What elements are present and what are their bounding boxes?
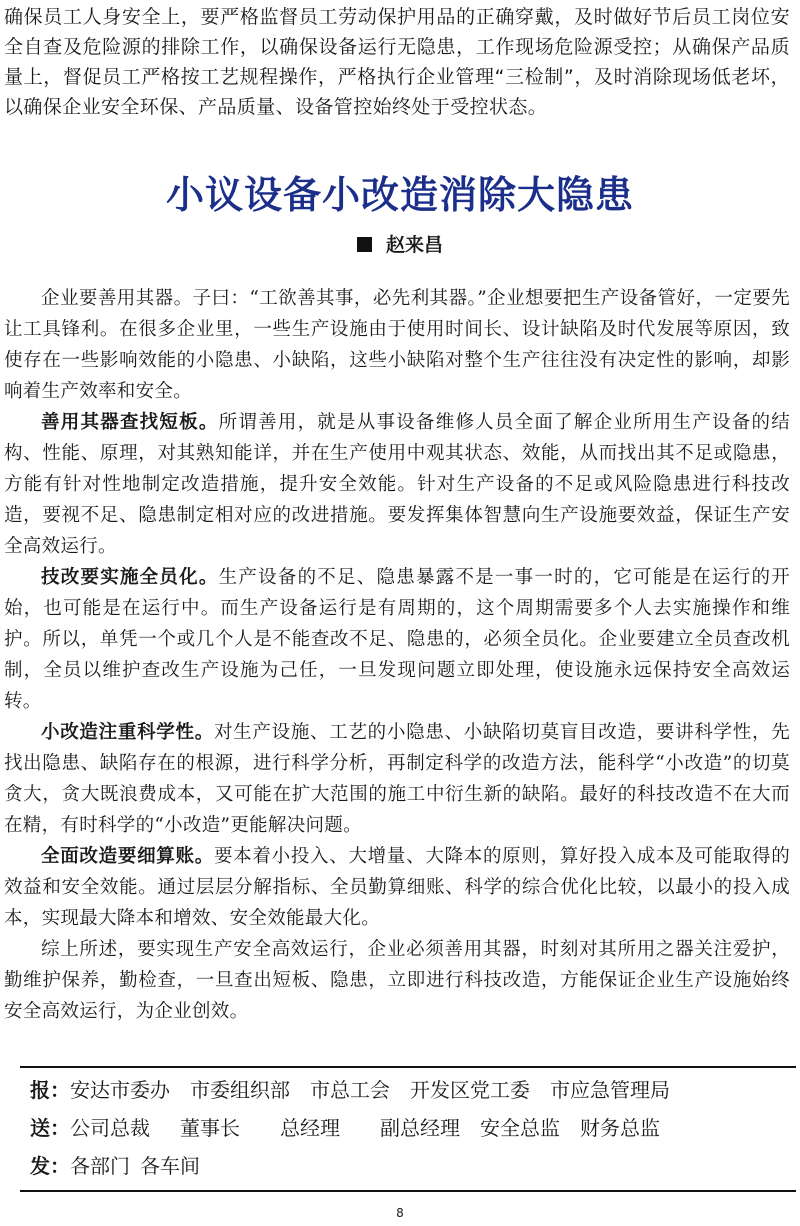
intro-paragraph: 确保员工人身安全上，要严格监督员工劳动保护用品的正确穿戴，及时做好节后员工岗位安全自查及危险源的排除工作，以确保设备运行无隐患，工作现场危险源受控；从确保产品质量上，督促员工严格按工艺规程操作，严格执行企业管理“三检制”，及时消除现场低老坏，以确保企业安全环保、产品质量、设备管控始终处于受控状态。 [4, 6, 790, 118]
send-recipient: 安全总监 [480, 1116, 560, 1140]
send-label: 送： [30, 1116, 70, 1140]
report-recipient: 市总工会 [310, 1078, 390, 1102]
article-paragraph [4, 407, 790, 562]
report-label: 报： [30, 1078, 70, 1102]
paragraph-lead: 全面改造要细算账。 [41, 846, 214, 867]
issue-recipient: 各部门 [70, 1154, 130, 1178]
send-recipient: 财务总监 [580, 1116, 660, 1140]
article-title: 小议设备小改造消除大隐患 [165, 173, 634, 217]
paragraph-text: 生产设备的不足、隐患暴露不是一事一时的，它可能是在运行的开始，也可能是在运行中。而生产设备运行是有周期的，这个周期需要多个人去实施操作和维护。所以，单凭一个或几个人是不能查改不足、隐患的，必须全员化。企业要建立全员查改机制，全员以维护查改生产设施为己任，一旦发现问题立即处理，使设施永远保持安全高效运转。 [4, 567, 791, 712]
report-recipient: 市应急管理局 [550, 1078, 670, 1102]
send-recipient: 副总经理 [380, 1116, 460, 1140]
square-bullet-icon [357, 237, 372, 252]
article-body [4, 283, 790, 1027]
issue-recipient: 各车间 [140, 1154, 200, 1178]
article-paragraph [4, 562, 790, 717]
paragraph-text: 综上所述，要实现生产安全高效运行，企业必须善用其器，时刻对其所用之器关注爱护，勤维护保养，勤检查，一旦查出短板、隐患，立即进行科技改造，方能保证企业生产设施始终安全高效运行，为企业创效。 [4, 939, 790, 1022]
distribution-report-row [30, 1071, 800, 1109]
paragraph-lead: 小改造注重科学性。 [41, 722, 214, 743]
report-recipient: 市委组织部 [190, 1078, 290, 1102]
distribution-issue-row [30, 1147, 800, 1185]
send-recipient: 公司总裁 [70, 1116, 150, 1140]
article-paragraph [4, 717, 790, 841]
report-recipient: 开发区党工委 [410, 1078, 530, 1102]
divider-top [20, 1066, 796, 1068]
page-number: 8 [396, 1206, 404, 1220]
report-recipient: 安达市委办 [70, 1078, 170, 1102]
paragraph-text: 所谓善用，就是从事设备维修人员全面了解企业所用生产设备的结构、性能、原理，对其熟知能详，并在生产使用中观其状态、效能，从而找出其不足或隐患，方能有针对性地制定改造措施，提升安全效能。针对生产设备的不足或风险隐患进行科技改造，要视不足、隐患制定相对应的改进措施。要发挥集体智慧向生产设施要效益，保证生产安全高效运行。 [4, 412, 791, 557]
paragraph-lead: 善用其器查找短板。 [41, 412, 219, 433]
distribution-send-row [30, 1109, 800, 1147]
article-author [0, 230, 800, 257]
article-paragraph [4, 934, 790, 1027]
send-recipient: 总经理 [280, 1116, 340, 1140]
send-recipient: 董事长 [180, 1116, 240, 1140]
paragraph-text: 要本着小投入、大增量、大降本的原则，算好投入成本及可能取得的效益和安全效能。通过层层分解指标、全员勤算细账、科学的综合优化比较，以最小的投入成本，实现最大降本和增效、安全效能最大化。 [4, 846, 790, 929]
divider-bottom [20, 1190, 796, 1192]
article-paragraph [4, 841, 790, 934]
paragraph-text: 对生产设施、工艺的小隐患、小缺陷切莫盲目改造，要讲科学性，先找出隐患、缺陷存在的根源，进行科学分析，再制定科学的改造方法，能科学“小改造”的切莫贪大，贪大既浪费成本，又可能在扩大范围的施工中衍生新的缺陷。最好的科技改造不在大而在精，有时科学的“小改造”更能解决问题。 [4, 722, 790, 836]
paragraph-text: 企业要善用其器。子曰：“工欲善其事，必先利其器。”企业想要把生产设备管好，一定要先让工具锋利。在很多企业里，一些生产设施由于使用时间长、设计缺陷及时代发展等原因，致使存在一些影响效能的小隐患、小缺陷，这些小缺陷对整个生产往往没有决定性的影响，却影响着生产效率和安全。 [4, 288, 790, 402]
author-name: 赵来昌 [385, 234, 443, 256]
article-paragraph [4, 283, 790, 407]
paragraph-lead: 技改要实施全员化。 [41, 567, 219, 588]
issue-label: 发： [30, 1154, 70, 1178]
